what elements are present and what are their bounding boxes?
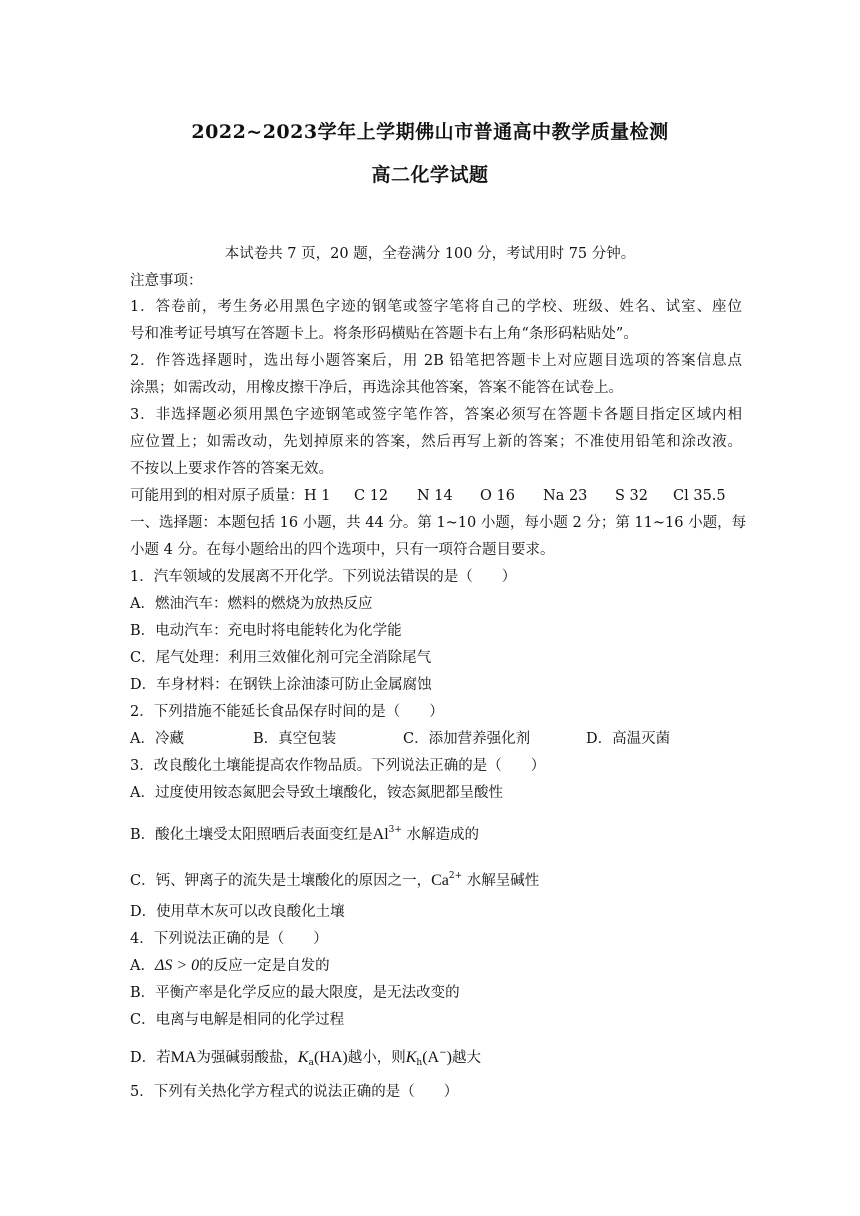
q1-option-c: C．尾气处理：利用三效催化剂可完全消除尾气 — [130, 650, 432, 666]
q2-options — [130, 729, 742, 749]
section-1-heading-line-2: 小题 4 分。在每小题给出的四个选项中，只有一项符合题目要求。 — [130, 542, 555, 558]
notice-heading: 注意事项： — [130, 273, 203, 289]
q2-option-a: A．冷藏 — [130, 731, 184, 747]
kh-argument: (A — [422, 1049, 440, 1066]
notice-3-line-1: 3．非选择题必须用黑色字迹钢笔或签字笔作答，答案必须写在答题卡各题目指定区域内相 — [130, 407, 742, 423]
q4-stem: 4．下列说法正确的是（ ） — [130, 931, 328, 947]
exam-title: 2022~2023学年上学期佛山市普通高中教学质量检测 — [191, 121, 669, 143]
q1-option-b: B．电动汽车：充电时将电能转化为化学能 — [130, 623, 402, 639]
entropy-condition: ΔS > 0 — [154, 957, 200, 974]
q2-option-b: B．真空包装 — [253, 731, 337, 747]
atomic-mass-line — [130, 486, 742, 506]
q2-stem: 2．下列措施不能延长食品保存时间的是（ ） — [130, 704, 444, 720]
exam-subtitle: 高二化学试题 — [371, 164, 489, 186]
ion-ca-charge: 2+ — [448, 871, 463, 881]
atomic-mass-o: O 16 — [480, 488, 515, 504]
q3-option-c: C．钙、钾离子的流失是土壤酸化的原因之一，$Ca^{2+}$ 水解呈碱性 — [130, 871, 540, 889]
q3-option-d: D．使用草木灰可以改良酸化土壤 — [130, 904, 345, 920]
atomic-mass-label: 可能用到的相对原子质量： — [130, 488, 304, 504]
exam-summary: 本试卷共 7 页，20 题，全卷满分 100 分，考试用时 75 分钟。 — [224, 246, 636, 262]
notice-1-line-1: 1．答卷前，考生务必用黑色字迹的钢笔或签字笔将自己的学校、班级、姓名、试室、座位 — [130, 299, 742, 315]
notice-1-line-2: 号和准考证号填写在答题卡上。将条形码横贴在答题卡右上角“条形码粘贴处”。 — [130, 326, 638, 342]
ka-argument: (HA) — [313, 1049, 348, 1066]
q4-option-c: C．电离与电解是相同的化学过程 — [130, 1012, 345, 1028]
atomic-mass-h: H 1 — [304, 488, 331, 504]
q5-stem: 5．下列有关热化学方程式的说法正确的是（ ） — [130, 1084, 459, 1100]
atomic-mass-na: Na 23 — [543, 488, 588, 504]
notice-2-line-2: 涂黑；如需改动，用橡皮擦干净后，再选涂其他答案，答案不能答在试卷上。 — [130, 380, 623, 396]
kh-symbol: K — [405, 1049, 417, 1066]
q1-option-a: A．燃油汽车：燃料的燃烧为放热反应 — [130, 596, 373, 612]
q3-option-b: B．酸化土壤受太阳照晒后表面变红是$Al^{3+}$ 水解造成的 — [130, 825, 480, 843]
atomic-mass-s: S 32 — [615, 488, 648, 504]
q1-stem: 1．汽车领域的发展离不开化学。下列说法错误的是（ ） — [130, 569, 517, 585]
q4-option-a: A．ΔS > 0的反应一定是自发的 — [130, 957, 330, 974]
atomic-mass-cl: Cl 35.5 — [673, 488, 726, 504]
notice-3-line-2: 应位置上；如需改动，先划掉原来的答案，然后再写上新的答案；不准使用铅笔和涂改液。 — [130, 434, 742, 450]
q3-stem: 3．改良酸化土壤能提高农作物品质。下列说法正确的是（ ） — [130, 758, 546, 774]
q2-option-c: C．添加营养强化剂 — [403, 731, 531, 747]
section-1-heading-line-1: 一、选择题：本题包括 16 小题，共 44 分。第 1~10 小题，每小题 2 分；第 11~16 小题，每 — [130, 515, 747, 531]
ion-al-charge: 3+ — [388, 825, 402, 835]
notice-2-line-1: 2．作答选择题时，选出每小题答案后，用 2B 铅笔把答题卡上对应题目选项的答案信息点 — [130, 353, 742, 369]
ion-al: Al — [372, 826, 389, 843]
ka-symbol: K — [297, 1049, 309, 1066]
atomic-mass-c: C 12 — [354, 488, 389, 504]
ion-ca: Ca — [431, 872, 449, 889]
q3-option-a: A．过度使用铵态氮肥会导致土壤酸化，铵态氮肥都呈酸性 — [130, 785, 503, 801]
notice-3-line-3: 不按以上要求作答的答案无效。 — [130, 461, 333, 477]
q4-option-d: D．若MA为强碱弱酸盐，$K_a(HA)$越小，则$K_h(A^-)$越大 — [130, 1048, 481, 1068]
salt-formula: MA — [170, 1049, 197, 1066]
q1-option-d: D．车身材料：在钢铁上涂油漆可防止金属腐蚀 — [130, 677, 432, 693]
q2-option-d: D．高温灭菌 — [586, 731, 671, 747]
atomic-mass-n: N 14 — [417, 488, 453, 504]
q4-option-b: B．平衡产率是化学反应的最大限度，是无法改变的 — [130, 985, 460, 1001]
